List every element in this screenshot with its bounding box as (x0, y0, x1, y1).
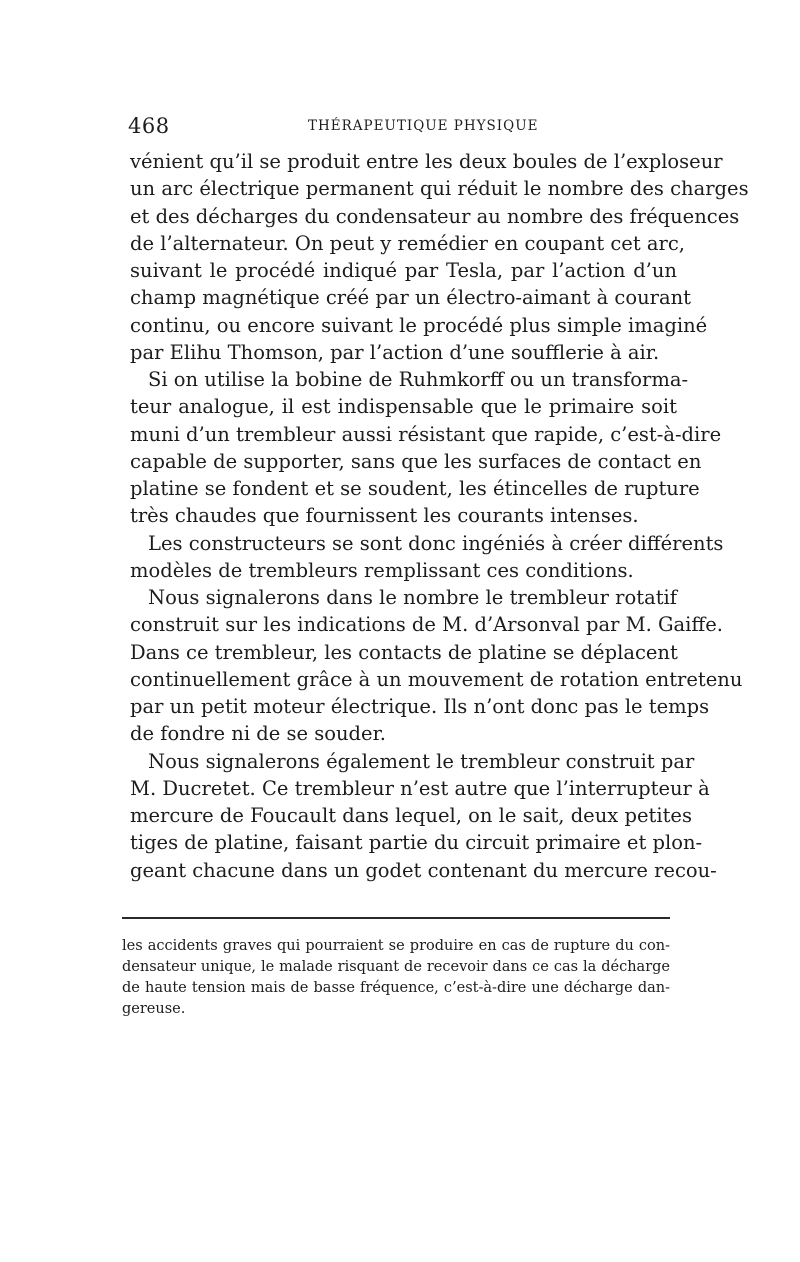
text-line: platine se fondent et se soudent, les étincelles de rupture (130, 477, 700, 500)
footnote-line: les accidents graves qui pourraient se produire en cas de rupture du con- (122, 938, 670, 954)
footnote (122, 936, 670, 1020)
text-line: de fondre ni de se souder. (130, 722, 386, 746)
text-line: très chaudes que fournissent les courants intenses. (130, 504, 639, 528)
text-line: par un petit moteur électrique. Ils n’ont donc pas le temps (130, 695, 710, 718)
text-line: de l’alternateur. On peut y remédier en coupant cet arc, (130, 231, 685, 255)
body-text (130, 148, 749, 884)
text-line: geant chacune dans un godet contenant du mercure recou- (130, 858, 717, 882)
text-line: vénient qu’il se produit entre les deux boules de l’exploseur (130, 150, 723, 173)
text-line: tiges de platine, faisant partie du circuit primaire et plon- (130, 831, 703, 855)
text-line: un arc électrique permanent qui réduit le nombre des charges (130, 177, 749, 201)
text-line: muni d’un trembleur aussi résistant que rapide, c’est-à-dire (130, 422, 722, 446)
text-line: et des décharges du condensateur au nombre des fréquences (130, 204, 740, 228)
text-line: Dans ce trembleur, les contacts de platine se déplacent (130, 640, 678, 664)
text-line: continuellement grâce à un mouvement de rotation entretenu (130, 667, 743, 691)
text-line: capable de supporter, sans que les surfaces de contact en (130, 449, 702, 473)
text-line: teur analogue, il est indispensable que le primaire soit (130, 395, 677, 419)
text-line: M. Ducretet. Ce trembleur n’est autre que l’interrupteur à (130, 776, 710, 800)
footnote-line: gereuse. (122, 1001, 186, 1017)
text-line: Nous signalerons également le trembleur construit par (148, 749, 695, 773)
footnote-divider (122, 917, 670, 919)
footnote-line: de haute tension mais de basse fréquence, c’est-à-dire une décharge dan- (122, 980, 670, 996)
text-line: suivant le procédé indiqué par Tesla, par l’action d’un (130, 259, 677, 282)
text-line: modèles de trembleurs remplissant ces conditions. (130, 558, 634, 582)
running-title: THÉRAPEUTIQUE PHYSIQUE (308, 118, 539, 134)
footnote-line: densateur unique, le malade risquant de recevoir dans ce cas la décharge (122, 959, 670, 975)
text-line: mercure de Foucault dans lequel, on le sait, deux petites (130, 804, 692, 827)
text-line: construit sur les indications de M. d’Arsonval par M. Gaiffe. (130, 613, 723, 637)
page-number: 468 (128, 114, 170, 138)
text-line: par Elihu Thomson, par l’action d’une soufflerie à air. (130, 340, 660, 364)
text-line: Nous signalerons dans le nombre le trembleur rotatif (148, 586, 677, 609)
text-line: Si on utilise la bobine de Ruhmkorff ou un transforma- (148, 368, 689, 391)
text-line: Les constructeurs se sont donc ingéniés à créer différents (148, 531, 724, 555)
text-line: champ magnétique créé par un électro-aimant à courant (130, 286, 691, 310)
running-head (118, 114, 678, 144)
text-line: continu, ou encore suivant le procédé plus simple imaginé (130, 313, 708, 337)
